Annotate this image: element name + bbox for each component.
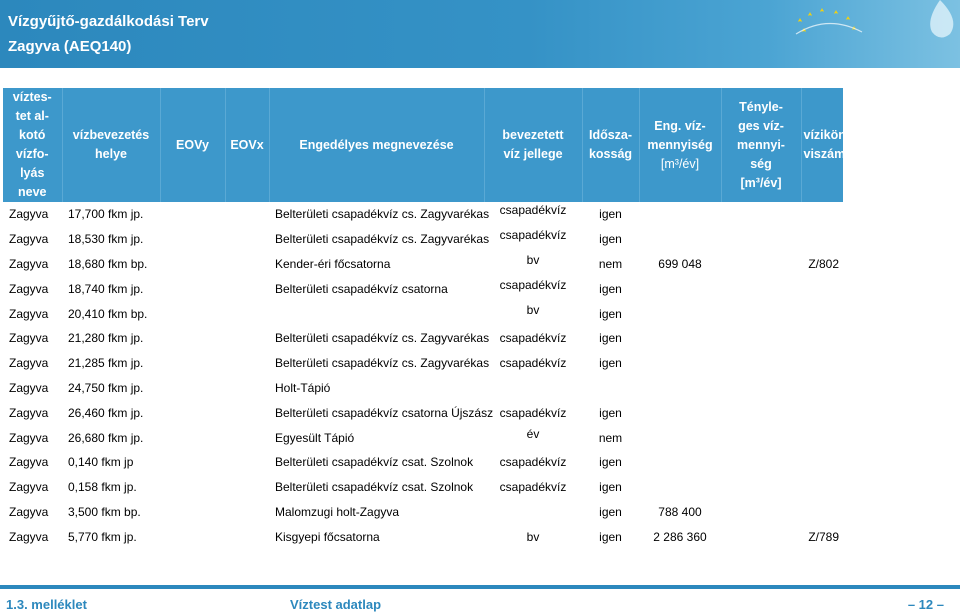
- registry-number-cell: [801, 500, 843, 525]
- permitted-volume-cell: [639, 351, 721, 376]
- eovx-cell: [225, 276, 269, 301]
- water-type-cell: csapadékvíz: [499, 331, 567, 346]
- location-cell: 21,280 fkm jp.: [68, 331, 144, 346]
- water-type-cell: csapadékvíz: [499, 405, 567, 420]
- eovy-cell: [160, 326, 225, 351]
- periodicity-cell: igen: [599, 504, 622, 519]
- water-drop-icon: [910, 0, 960, 40]
- eovy-cell: [160, 500, 225, 525]
- permitted-volume-cell: [639, 376, 721, 401]
- actual-volume-cell: [721, 524, 801, 549]
- footer-divider: [0, 585, 960, 589]
- registry-number-cell: [801, 475, 843, 500]
- table-row: [3, 326, 843, 351]
- permitted-volume-cell: [639, 202, 721, 227]
- permit-holder-cell: Belterületi csapadékvíz csatorna: [275, 281, 448, 296]
- location-cell: 18,740 fkm jp.: [68, 281, 144, 296]
- eovx-cell: [225, 227, 269, 252]
- permit-holder-cell: Belterületi csapadékvíz cs. Zagyvarékas: [275, 356, 490, 371]
- permitted-volume-cell: 788 400: [658, 504, 702, 519]
- table-row: [3, 450, 843, 475]
- table-row: [3, 351, 843, 376]
- col-actual-volume: Tényle- ges víz- mennyi- ség [m³/év]: [721, 88, 801, 202]
- water-body-cell: Zagyva: [9, 207, 49, 222]
- table-row: [3, 202, 843, 227]
- water-type-cell: csapadékvíz: [499, 203, 567, 218]
- permitted-volume-cell: [639, 227, 721, 252]
- permit-holder-cell: [269, 301, 484, 326]
- permitted-volume-cell: [639, 475, 721, 500]
- water-body-cell: Zagyva: [9, 380, 49, 395]
- registry-number-cell: [801, 301, 843, 326]
- location-cell: 0,140 fkm jp: [68, 455, 134, 470]
- eovy-cell: [160, 351, 225, 376]
- registry-number-cell: [801, 326, 843, 351]
- periodicity-cell: igen: [599, 232, 622, 247]
- periodicity-cell: igen: [599, 356, 622, 371]
- periodicity-cell: igen: [599, 207, 622, 222]
- permitted-volume-cell: [639, 425, 721, 450]
- plan-title: Vízgyűjtő-gazdálkodási Terv: [8, 13, 209, 30]
- permit-holder-cell: Belterületi csapadékvíz cs. Zagyvarékas: [275, 207, 490, 222]
- actual-volume-cell: [721, 425, 801, 450]
- periodicity-cell: nem: [598, 256, 623, 271]
- discharge-table: [3, 88, 853, 549]
- col-eovx: EOVx: [225, 88, 269, 202]
- periodicity-cell: igen: [599, 529, 622, 544]
- water-type-cell: év: [526, 426, 540, 441]
- eovx-cell: [225, 301, 269, 326]
- eovy-cell: [160, 524, 225, 549]
- actual-volume-cell: [721, 202, 801, 227]
- periodicity-cell: igen: [599, 455, 622, 470]
- eovy-cell: [160, 425, 225, 450]
- header-banner: [0, 0, 960, 68]
- water-body-cell: Zagyva: [9, 504, 49, 519]
- table-row: [3, 227, 843, 252]
- periodicity-cell: nem: [598, 430, 623, 445]
- col-periodicity: Idősza- kosság: [582, 88, 639, 202]
- location-cell: 18,530 fkm jp.: [68, 232, 144, 247]
- water-type-cell: bv: [526, 529, 540, 544]
- col-registry-number: víziköny viszám: [801, 88, 843, 202]
- eovx-cell: [225, 450, 269, 475]
- table-row: [3, 252, 843, 277]
- table-row: [3, 475, 843, 500]
- location-cell: 26,680 fkm jp.: [68, 430, 144, 445]
- location-cell: 5,770 fkm jp.: [68, 529, 137, 544]
- table-row: [3, 276, 843, 301]
- eovx-cell: [225, 524, 269, 549]
- registry-number-cell: [801, 376, 843, 401]
- water-body-subtitle: Zagyva (AEQ140): [8, 38, 132, 55]
- actual-volume-cell: [721, 227, 801, 252]
- water-body-cell: Zagyva: [9, 529, 49, 544]
- col-water-type: bevezetett víz jellege: [484, 88, 582, 202]
- table-row: [3, 400, 843, 425]
- permit-holder-cell: Belterületi csapadékvíz cs. Zagyvarékas: [275, 331, 490, 346]
- actual-volume-cell: [721, 450, 801, 475]
- periodicity-cell: igen: [599, 331, 622, 346]
- permit-holder-cell: Belterületi csapadékvíz cs. Zagyvarékas: [275, 232, 490, 247]
- water-body-cell: Zagyva: [9, 306, 49, 321]
- eovy-cell: [160, 276, 225, 301]
- permitted-volume-cell: 699 048: [658, 256, 702, 271]
- registry-number-cell: [801, 276, 843, 301]
- actual-volume-cell: [721, 376, 801, 401]
- permitted-volume-cell: [639, 276, 721, 301]
- water-body-cell: Zagyva: [9, 455, 49, 470]
- water-type-cell: csapadékvíz: [499, 480, 567, 495]
- eovx-cell: [225, 475, 269, 500]
- registry-number-cell: [801, 425, 843, 450]
- actual-volume-cell: [721, 301, 801, 326]
- eu-stars-icon: [790, 4, 870, 40]
- water-body-cell: Zagyva: [9, 281, 49, 296]
- permitted-volume-cell: 2 286 360: [653, 529, 707, 544]
- footer-annex: 1.3. melléklet: [6, 597, 87, 612]
- registry-number-cell: [801, 202, 843, 227]
- water-type-cell: bv: [526, 252, 540, 267]
- permit-holder-cell: Belterületi csapadékvíz csat. Szolnok: [275, 480, 474, 495]
- actual-volume-cell: [721, 276, 801, 301]
- table-header-row: [3, 88, 843, 202]
- permit-holder-cell: Egyesült Tápió: [275, 430, 355, 445]
- water-type-cell: bv: [526, 302, 540, 317]
- footer-doc-title: Víztest adatlap: [290, 597, 382, 612]
- col-location: vízbevezetés helye: [62, 88, 160, 202]
- location-cell: 24,750 fkm jp.: [68, 380, 144, 395]
- water-body-cell: Zagyva: [9, 430, 49, 445]
- eovx-cell: [225, 400, 269, 425]
- eovx-cell: [225, 326, 269, 351]
- permit-holder-cell: Malomzugi holt-Zagyva: [275, 504, 400, 519]
- periodicity-cell: igen: [599, 405, 622, 420]
- eovy-cell: [160, 376, 225, 401]
- location-cell: 0,158 fkm jp.: [68, 480, 137, 495]
- water-type-cell: [484, 376, 582, 401]
- table-row: [3, 425, 843, 450]
- eovy-cell: [160, 450, 225, 475]
- water-body-cell: Zagyva: [9, 232, 49, 247]
- eovy-cell: [160, 301, 225, 326]
- registry-number-cell: [801, 227, 843, 252]
- water-body-cell: Zagyva: [9, 405, 49, 420]
- actual-volume-cell: [721, 252, 801, 277]
- eovy-cell: [160, 202, 225, 227]
- col-water-body: víztes- tet al- kotó vízfo- lyás neve: [3, 88, 62, 202]
- table-row: [3, 376, 843, 401]
- actual-volume-cell: [721, 351, 801, 376]
- water-body-cell: Zagyva: [9, 256, 49, 271]
- location-cell: 20,410 fkm bp.: [68, 306, 148, 321]
- registry-number-cell: [801, 400, 843, 425]
- eovy-cell: [160, 227, 225, 252]
- eovx-cell: [225, 376, 269, 401]
- page-number: – 12 –: [907, 597, 944, 612]
- col-permitted-volume: Eng. víz- mennyiség [m³/év]: [639, 88, 721, 202]
- water-type-cell: csapadékvíz: [499, 356, 567, 371]
- location-cell: 18,680 fkm bp.: [68, 256, 148, 271]
- col-eovy: EOVy: [160, 88, 225, 202]
- periodicity-cell: igen: [599, 306, 622, 321]
- registry-number-cell: [801, 351, 843, 376]
- eovx-cell: [225, 351, 269, 376]
- actual-volume-cell: [721, 400, 801, 425]
- periodicity-cell: igen: [599, 480, 622, 495]
- permitted-volume-cell: [639, 301, 721, 326]
- permit-holder-cell: Holt-Tápió: [275, 380, 331, 395]
- water-type-cell: csapadékvíz: [499, 455, 567, 470]
- actual-volume-cell: [721, 475, 801, 500]
- eovx-cell: [225, 500, 269, 525]
- periodicity-cell: [582, 376, 639, 401]
- eovy-cell: [160, 400, 225, 425]
- eovx-cell: [225, 202, 269, 227]
- registry-number-cell: Z/789: [808, 529, 839, 544]
- permit-holder-cell: Kisgyepi főcsatorna: [275, 529, 380, 544]
- water-body-cell: Zagyva: [9, 356, 49, 371]
- permit-holder-cell: Belterületi csapadékvíz csatorna Újszász: [275, 405, 494, 420]
- registry-number-cell: Z/802: [808, 256, 839, 271]
- table-row: [3, 500, 843, 525]
- eovy-cell: [160, 252, 225, 277]
- water-body-cell: Zagyva: [9, 331, 49, 346]
- permit-holder-cell: Kender-éri főcsatorna: [275, 256, 391, 271]
- permitted-volume-cell: [639, 450, 721, 475]
- water-type-cell: csapadékvíz: [499, 277, 567, 292]
- location-cell: 17,700 fkm jp.: [68, 207, 144, 222]
- eovx-cell: [225, 425, 269, 450]
- actual-volume-cell: [721, 326, 801, 351]
- eovy-cell: [160, 475, 225, 500]
- periodicity-cell: igen: [599, 281, 622, 296]
- water-type-cell: csapadékvíz: [499, 228, 567, 243]
- location-cell: 26,460 fkm jp.: [68, 405, 144, 420]
- location-cell: 3,500 fkm bp.: [68, 504, 141, 519]
- col-permit-holder: Engedélyes megnevezése: [269, 88, 484, 202]
- registry-number-cell: [801, 450, 843, 475]
- permitted-volume-cell: [639, 326, 721, 351]
- water-type-cell: [484, 500, 582, 525]
- permitted-volume-cell: [639, 400, 721, 425]
- eovx-cell: [225, 252, 269, 277]
- table-row: [3, 524, 843, 549]
- water-body-cell: Zagyva: [9, 480, 49, 495]
- actual-volume-cell: [721, 500, 801, 525]
- table-row: [3, 301, 843, 326]
- permit-holder-cell: Belterületi csapadékvíz csat. Szolnok: [275, 455, 474, 470]
- location-cell: 21,285 fkm jp.: [68, 356, 144, 371]
